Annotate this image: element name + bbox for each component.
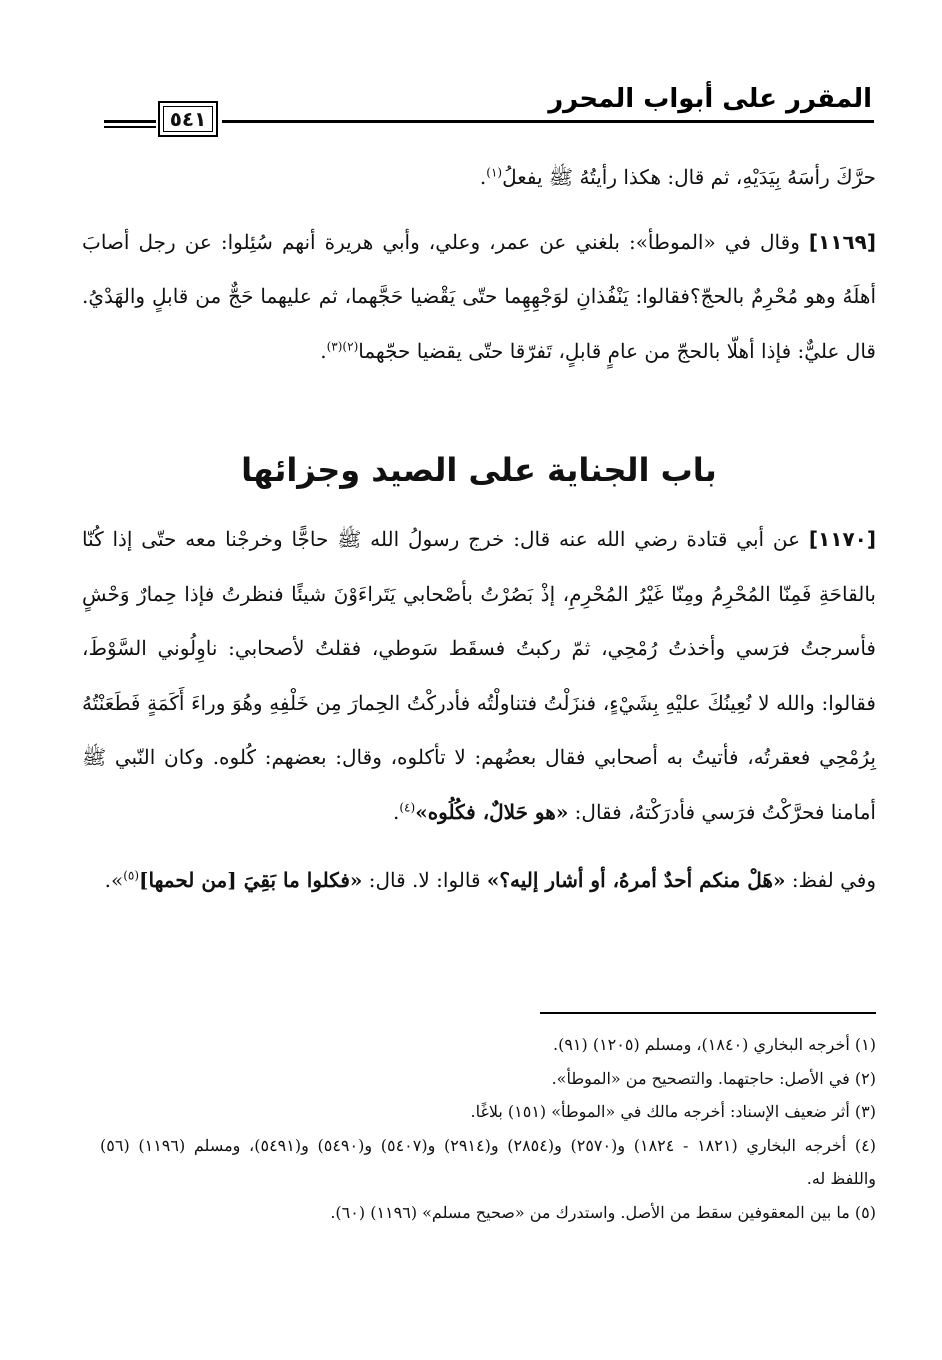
paragraph-1170 bbox=[82, 512, 876, 839]
footnote-ref: (٢)(٣) bbox=[326, 338, 359, 353]
body-text-top bbox=[82, 150, 876, 378]
bold-quote: «هو حَلالٌ، فكُلُوه» bbox=[415, 799, 569, 824]
page-number: ٥٤١ bbox=[169, 107, 207, 131]
paragraph-continuation bbox=[82, 150, 876, 205]
footnote-4: (٤) أخرجه البخاري (١٨٢١ - ١٨٢٤) و(٢٥٧٠) و(٢٨٥٤) و(٢٩١٤) و(٥٤٠٧) و(٥٤٩٠) و(٥٤٩١)، ومسلم (١١٩٦) (٥٦) واللفظ له. bbox=[100, 1135, 877, 1189]
header-rule bbox=[222, 120, 874, 123]
body-text-bottom bbox=[82, 512, 876, 908]
paragraph-end: . bbox=[479, 165, 487, 189]
footnote-ref: (١) bbox=[486, 165, 503, 180]
paragraph-variant bbox=[82, 853, 876, 908]
footnote-3: (٣) أثر ضعيف الإسناد: أخرجه مالك في «الموطأ» (١٥١) بلاغًا. bbox=[470, 1102, 876, 1122]
hadith-number: [١١٧٠] bbox=[808, 527, 876, 551]
footnotes bbox=[100, 1028, 876, 1230]
bold-quote-1: «هَلْ منكم أحدٌ أمرهُ، أو أشار إليه؟» bbox=[486, 868, 786, 892]
paragraph-mid: قالوا: لا. قال: bbox=[368, 868, 481, 892]
paragraph-text: حرَّكَ رأسَهُ بِيَدَيْهِ، ثم قال: هكذا رأيتُهُ ﷺ يفعلُ bbox=[502, 165, 876, 189]
header-rule-left-thin bbox=[104, 126, 156, 128]
paragraph-lead: وفي لفظ: bbox=[791, 868, 876, 892]
page-number-box bbox=[158, 101, 218, 137]
paragraph-text: وقال في «الموطأ»: بلغني عن عمر، وعلي، وأبي هريرة أنهم سُئِلوا: عن رجل أصابَ أهلَهُ وهو مُحْرِمٌ بالحجّ؟فقالوا: يَنْفُذانِ لوَجْهِهِما حتّى يَقْضيا حَجَّهما، ثم عليهما حَجٌّ من قابلٍ والهَدْيُ. قال عليٌّ: فإذا أهلّا بالحجّ من عامٍ قابلٍ، تَفرّقا حتّى يقضيا حجّهما bbox=[82, 229, 876, 363]
paragraph-end: . bbox=[320, 338, 327, 363]
bold-quote-2: «فكلوا ما بَقِيَ [من لحمها] bbox=[139, 868, 363, 892]
footnote-ref: (٥) bbox=[123, 868, 140, 883]
footnote-2: (٢) في الأصل: حاجتهما. والتصحيح من «الموطأ». bbox=[551, 1068, 876, 1088]
paragraph-end: ». bbox=[104, 868, 124, 892]
header-rule-left bbox=[104, 120, 156, 123]
paragraph-1169 bbox=[82, 215, 876, 379]
paragraph-text: عن أبي قتادة رضي الله عنه قال: خرج رسولُ الله ﷺ حاجًّا وخرجْنا معه حتّى إذا كُنّا بالقاحَةِ فَمِنّا المُحْرِمُ ومِنّا غَيْرُ المُحْرِمِ، إذْ بَصُرْتُ بأصْحابي يَتَراءَوْنَ شيئًا فنظرتُ فإذا حِمارٌ وَحْشٍ فأسرجتُ فرَسي وأخذتُ رُمْحِي، ثمّ ركبتُ فسقَط سَوطي، فقلتُ لأصحابي: ناوِلُوني السَّوْطَ، فقالوا: والله لا نُعِينُكَ عليْهِ بِشَيْءٍ، فنزَلْتُ فتناولْتُه فأدركْتُ الحِمارَ مِن خَلْفِهِ وهُوَ وراءَ أَكَمَةٍ فَطَعَنْتُهُ بِرُمْحِي فعقرتُه، فأتيتُ به أصحابي فقال بعضُهم: لا تأكلوه، وقال: بعضهم: كُلوه. وكان النّبي ﷺ أمامنا فحرَّكْتُ فرَسي فأدرَكْتهُ، فقال: bbox=[82, 527, 876, 824]
footnote-ref: (٤) bbox=[399, 799, 416, 814]
paragraph-end: . bbox=[393, 799, 400, 824]
footnote-5: (٥) ما بين المعقوفين سقط من الأصل. واستدرك من «صحيح مسلم» (١١٩٦) (٦٠). bbox=[330, 1202, 876, 1222]
footnote-rule bbox=[540, 1012, 876, 1014]
running-title: المقرر على أبواب المحرر bbox=[548, 84, 872, 114]
footnote-1: (١) أخرجه البخاري (١٨٤٠)، ومسلم (١٢٠٥) (٩١). bbox=[552, 1035, 876, 1054]
hadith-number: [١١٦٩] bbox=[808, 229, 876, 254]
section-title: باب الجناية على الصيد وجزائها bbox=[241, 451, 717, 489]
